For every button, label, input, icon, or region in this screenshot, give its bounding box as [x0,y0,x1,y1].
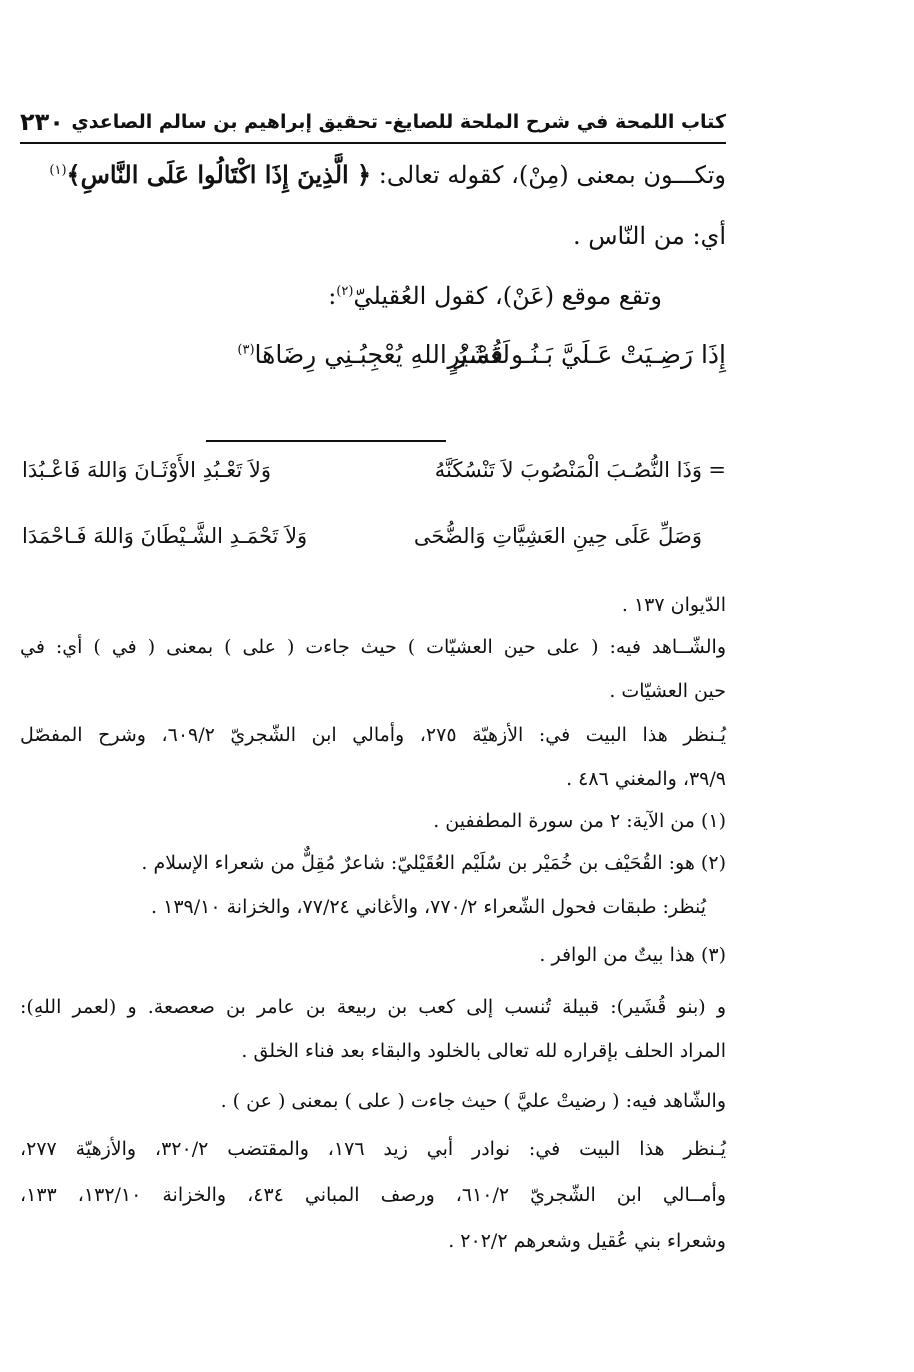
footnote-line: ٣٩/٩، والمغني ٤٨٦ . [566,768,726,790]
main-line-1-text: وتكـــون بمعنى (مِنْ)، كقوله تعالى: [371,161,726,189]
continuation-mark: = [708,458,726,482]
footnote-line: (١) من الآية: ٢ من سورة المطففين . [433,810,726,832]
footnote-line: المراد الحلف بإقراره لله تعالى بالخلود والبقاء بعد فناء الخلق . [241,1040,726,1062]
footnote-ref-1: (١) [49,163,67,178]
footnote-line: (٣) هذا بيتٌ من الوافر . [539,944,726,966]
footnote-line: وأمــالي ابن الشّجريّ ٦١٠/٢، ورصف المباني ٤٣٤، والخزانة ١٣٢/١٠، ١٣٣، [20,1184,726,1206]
verse-first-hemistich: إِذَا رَضِـيَتْ عَـلَيَّ بَـنُـو قُشَيْرٍ [447,340,726,369]
footnote-verse-1-second: وَلاَ تَعْـبُدِ الأَوْثَـانَ وَاللهَ فَاعْـبُدَا [22,458,271,482]
footnote-line: والشّــاهد فيه: ( على حين العشيّات ) حيث جاءت ( على ) بمعنى ( في ) أي: في [20,636,726,658]
footnote-line: يُـنظر هذا البيت في: نوادر أبي زيد ١٧٦، والمقتضب ٣٢٠/٢، والأزهيّة ٢٧٧، [20,1138,727,1160]
footnote-line: والشّاهد فيه: ( رضيتْ عليَّ ) حيث جاءت ( على ) بمعنى ( عن ) . [220,1090,726,1112]
page-header [20,102,726,142]
main-line-2: أي: من النّاس . [572,222,726,250]
footnote-line: الدّيوان ١٣٧ . [621,594,726,616]
page-number: ٢٣٠ [20,108,64,136]
main-line-3 [20,282,662,310]
footnote-line: و (بنو قُشَير): قبيلة تُنسب إلى كعب بن ربيعة بن عامر بن صعصعة. و (لعمر اللهِ): [20,996,726,1018]
footnote-line: حين العشيّات . [609,680,726,702]
main-line-1 [20,160,726,189]
quran-quote: ﴿ الَّذِينَ إِذَا اكْتَالُوا عَلَى النَّاسِ﴾ [66,160,372,189]
footnote-line: (٢) هو: القُحَيْف بن خُمَيْر بن سُلَيْم العُقَيْليّ: شاعرٌ مُقِلٌّ من شعراء الإسلام . [141,852,726,874]
header-rule [20,142,726,144]
main-line-3-text: وتقع موقع (عَنْ)، كقول العُقيليّ [353,282,662,310]
footnote-line: وشعراء بني عُقيل وشعرهم ٢٠٢/٢ . [448,1230,726,1252]
header-title: كتاب اللمحة في شرح الملحة للصايغ- تحقيق إبراهيم بن سالم الصاعدي [71,111,726,133]
footnote-line: يُنظر: طبقات فحول الشّعراء ٧٧٠/٢، والأغاني ٧٧/٢٤، والخزانة ١٣٩/١٠ . [151,896,706,918]
footnote-verse-2-first: وَصَلِّ عَلَى حِينِ العَشِيَّاتِ وَالضُّحَى [413,524,702,548]
footnote-ref-2: (٢) [336,284,354,299]
verse-second-hemistich-text: لَعَمْـرُ اللهِ يُعْجِبُـنِي رِضَاهَا [254,340,510,369]
footnote-verse-2-second: وَلاَ تَحْمَـدِ الشَّـيْطَانَ وَاللهَ فَـاحْمَدَا [22,524,308,548]
footnote-line: يُـنظر هذا البيت في: الأزهيّة ٢٧٥، وأمالي ابن الشّجريّ ٦٠٩/٢، وشرح المفصّل [20,724,726,746]
verse-second-hemistich [237,340,510,369]
footnote-ref-3: (٣) [237,342,255,358]
footnote-separator [206,440,446,442]
main-line-3-colon: : [328,282,337,310]
footnote-verse-1-first: وَذَا النُّصُـبَ الْمَنْصُوبَ لاَ تَنْسُكَنَّهُ [434,458,702,482]
